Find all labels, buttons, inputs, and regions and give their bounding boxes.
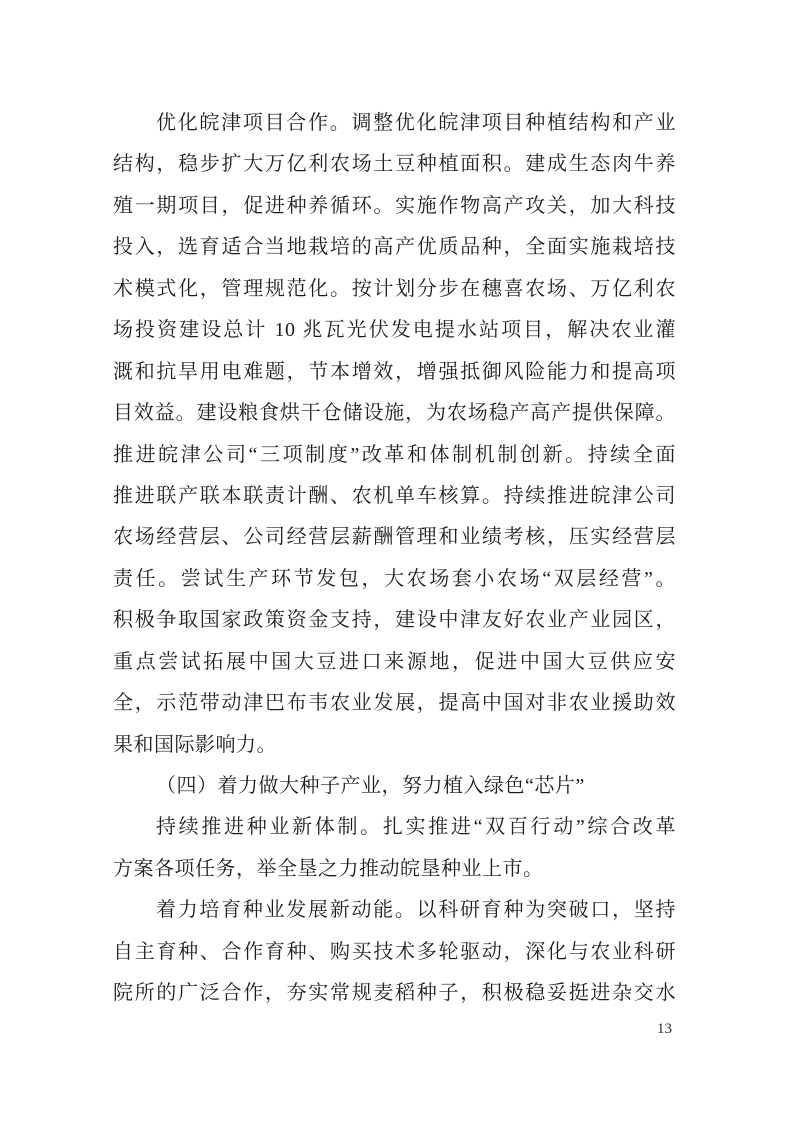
text-line: 重点尝试拓展中国大豆进口来源地，促进中国大豆供应安 [113, 650, 676, 673]
text-line: 投入，选育适合当地栽培的高产优质品种，全面实施栽培技 [113, 236, 676, 259]
text-line: 积极争取国家政策资金支持，建设中津友好农业产业园区， [113, 609, 676, 632]
text-line: 责任。尝试生产环节发包，大农场套小农场“双层经营”。 [113, 567, 676, 590]
text-line: 果和国际影响力。 [113, 733, 277, 756]
text-line: 术模式化，管理规范化。按计划分步在穗喜农场、万亿利农 [113, 277, 676, 300]
text-line: 场投资建设总计 10 兆瓦光伏发电提水站项目，解决农业灌 [113, 319, 676, 342]
text-line: 方案各项任务，举全垦之力推动皖垦种业上市。 [113, 857, 544, 880]
text-line: 全，示范带动津巴布韦农业发展，提高中国对非农业援助效 [113, 692, 676, 715]
text-line: 目效益。建设粮食烘干仓储设施，为农场稳产高产提供保障。 [113, 402, 676, 425]
text-line: 推进皖津公司“三项制度”改革和体制机制创新。持续全面 [113, 443, 676, 466]
text-line: 院所的广泛合作，夯实常规麦稻种子，积极稳妥挺进杂交水 [113, 982, 676, 1005]
text-line: 结构，稳步扩大万亿利农场土豆种植面积。建成生态肉牛养 [113, 153, 676, 176]
document-body [113, 103, 676, 1015]
text-line: 推进联产联本联责计酬、农机单车核算。持续推进皖津公司 [113, 484, 676, 507]
text-line: 农场经营层、公司经营层薪酬管理和业绩考核，压实经营层 [113, 526, 676, 549]
page-number: 13 [657, 1021, 672, 1037]
text-line: 优化皖津项目合作。调整优化皖津项目种植结构和产业 [156, 112, 676, 134]
text-line: 着力培育种业发展新动能。以科研育种为突破口，坚持 [156, 899, 676, 922]
section-heading: （四）着力做大种子产业，努力植入绿色“芯片” [156, 775, 585, 797]
text-line: 溉和抗旱用电难题，节本增效，增强抵御风险能力和提高项 [113, 360, 676, 383]
text-line: 持续推进种业新体制。扎实推进“双百行动”综合改革 [156, 816, 676, 839]
text-line: 自主育种、合作育种、购买技术多轮驱动，深化与农业科研 [113, 940, 676, 963]
text-line: 殖一期项目，促进种养循环。实施作物高产攻关，加大科技 [113, 194, 676, 217]
